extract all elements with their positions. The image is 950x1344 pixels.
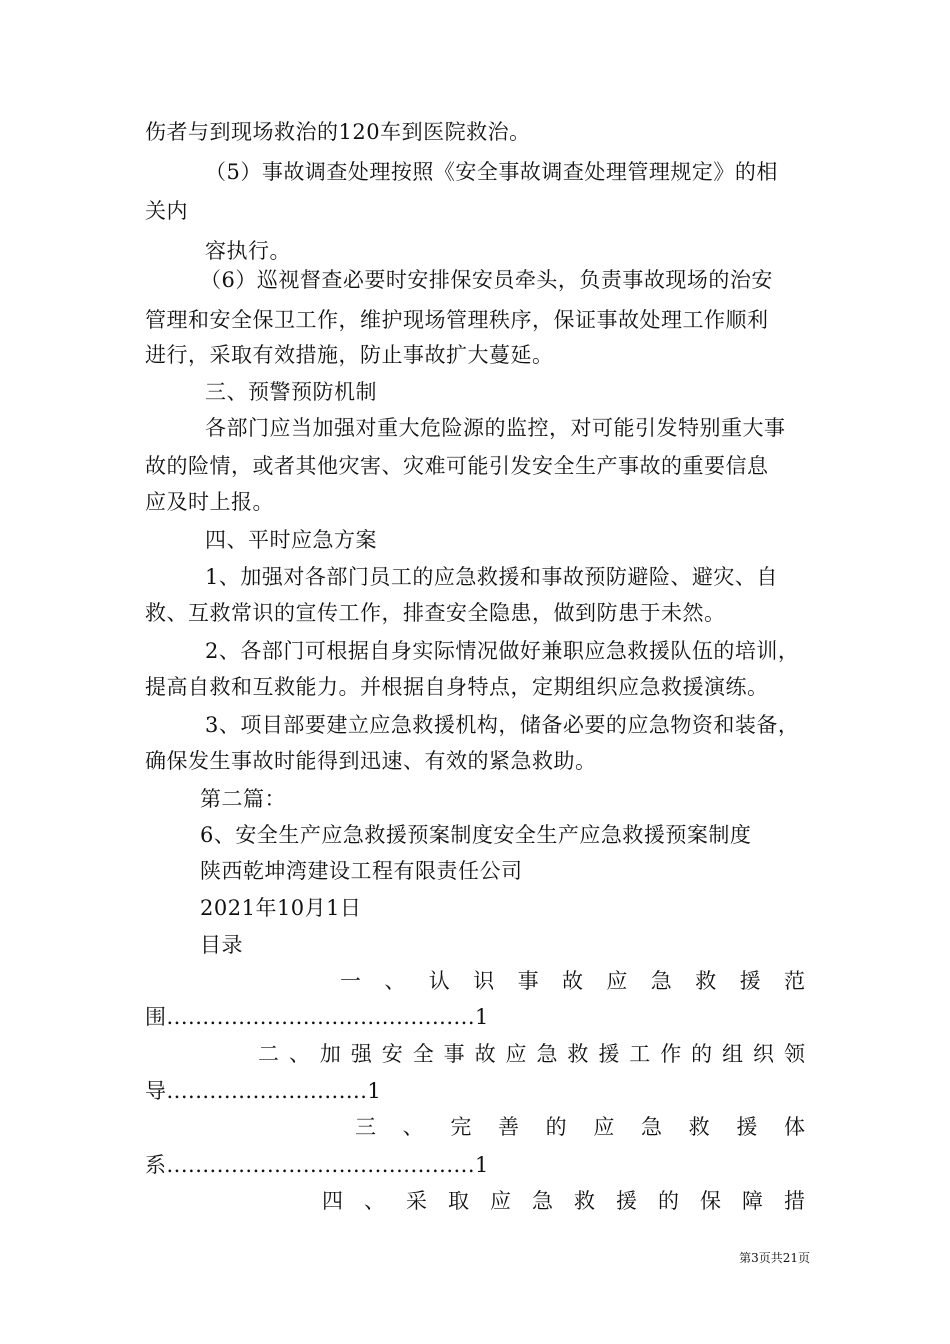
- body-line-5: （6）巡视督查必要时安排保安员牵头，负责事故现场的治安: [200, 268, 773, 292]
- body-line-16: 提高自救和互救能力。并根据自身特点，定期组织应急救援演练。: [145, 675, 769, 699]
- toc-entry-3-cont: 系...........................................1: [145, 1153, 489, 1177]
- body-line-3: 关内: [145, 199, 188, 223]
- toc-entry-4-title: 四 、 采 取 应 急 救 援 的 保 障 措: [322, 1189, 805, 1213]
- body-line-17: 3、项目部要建立应急救援机构，储备必要的应急物资和装备，: [205, 713, 800, 737]
- body-line-1: 伤者与到现场救治的120车到医院救治。: [145, 120, 531, 144]
- section-heading-3: 三、预警预防机制: [205, 380, 377, 404]
- company-name: 陕西乾坤湾建设工程有限责任公司: [200, 859, 523, 883]
- body-line-4: 容执行。: [205, 239, 291, 263]
- toc-entry-3-title: 三 、 完 善 的 应 急 救 援 体: [355, 1115, 805, 1139]
- toc-entry-2-title: 二 、 加 强 安 全 事 故 应 急 救 援 工 作 的 组 织 领: [258, 1042, 805, 1066]
- toc-heading: 目录: [200, 933, 243, 957]
- body-line-11: 应及时上报。: [145, 490, 274, 514]
- body-line-2: （5）事故调查处理按照《安全事故调查处理管理规定》的相: [205, 160, 778, 184]
- body-line-10: 故的险情，或者其他灾害、灾难可能引发安全生产事故的重要信息: [145, 454, 769, 478]
- body-line-14: 救、互救常识的宣传工作，排查安全隐患，做到防患于未然。: [145, 601, 726, 625]
- body-line-18: 确保发生事故时能得到迅速、有效的紧急救助。: [145, 749, 597, 773]
- page-number: 第3页共21页: [739, 1251, 810, 1265]
- document-date: 2021年10月1日: [200, 896, 362, 920]
- toc-entry-1-cont: 围...........................................1: [145, 1005, 489, 1029]
- body-line-13: 1、加强对各部门员工的应急救援和事故预防避险、避灾、自: [205, 565, 778, 589]
- section-heading-4: 四、平时应急方案: [205, 528, 377, 552]
- body-line-19: 第二篇：: [200, 787, 286, 811]
- toc-entry-1-title: 一 、 认 识 事 故 应 急 救 援 范: [340, 969, 805, 993]
- body-line-6: 管理和安全保卫工作，维护现场管理秩序，保证事故处理工作顺利: [145, 308, 769, 332]
- body-line-9: 各部门应当加强对重大危险源的监控，对可能引发特别重大事: [205, 416, 786, 440]
- body-line-15: 2、各部门可根据自身实际情况做好兼职应急救援队伍的培训，: [205, 639, 800, 663]
- toc-entry-2-cont: 导............................1: [145, 1079, 382, 1103]
- body-line-7: 进行，采取有效措施，防止事故扩大蔓延。: [145, 343, 554, 367]
- body-line-20: 6、安全生产应急救援预案制度安全生产应急救援预案制度: [200, 823, 752, 847]
